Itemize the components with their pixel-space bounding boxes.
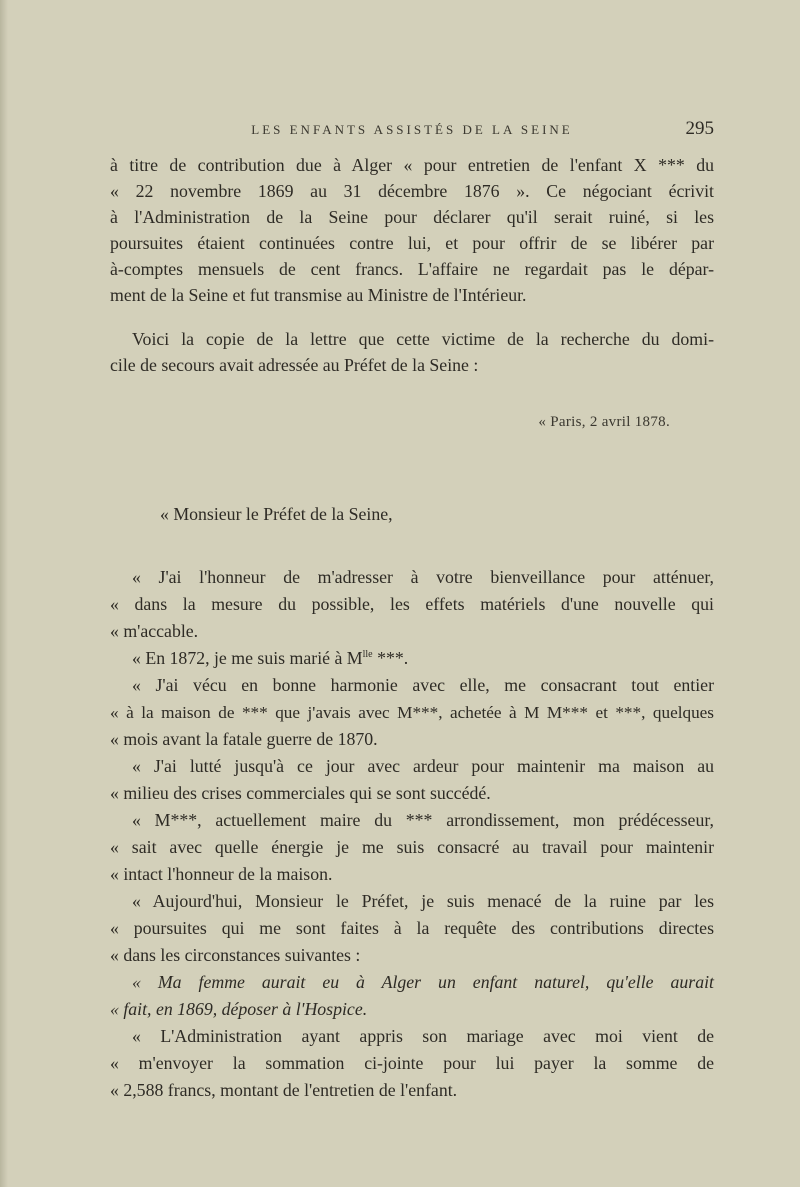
text-line: à-comptes mensuels de cent francs. L'affaire ne regardait pas le dépar-	[110, 259, 714, 279]
letter-line: « dans les circonstances suivantes :	[110, 945, 361, 965]
running-head	[110, 118, 714, 144]
letter-line: « sait avec quelle énergie je me suis consacré au travail pour maintenir	[110, 837, 714, 857]
letter-salutation: « Monsieur le Préfet de la Seine,	[160, 504, 393, 524]
italic-text: « Ma femme aurait eu à Alger un enfant naturel, qu'elle aurait	[132, 972, 714, 992]
letter-line-text: ***.	[372, 648, 409, 668]
letter-line-italic	[110, 969, 714, 996]
letter-line: « dans la mesure du possible, les effets matériels d'une nouvelle qui	[110, 594, 714, 614]
letter-dateline: « Paris, 2 avril 1878.	[538, 414, 670, 430]
text-line: « 22 novembre 1869 au 31 décembre 1876 ». Ce négociant écrivit	[110, 181, 714, 201]
letter-line: « 2,588 francs, montant de l'entretien de l'enfant.	[110, 1080, 458, 1100]
text-line: à l'Administration de la Seine pour déclarer qu'il serait ruiné, si les	[110, 207, 714, 227]
letter-body	[110, 564, 714, 1104]
letter-line: « milieu des crises commerciales qui se sont succédé.	[110, 783, 491, 803]
text-line: poursuites étaient continuées contre lui, et pour offrir de se libérer par	[110, 233, 714, 253]
letter-line: « J'ai vécu en bonne harmonie avec elle, me consacrant tout entier	[132, 675, 714, 695]
page-gutter-shadow	[0, 0, 8, 1187]
text-line: cile de secours avait adressée au Préfet de la Seine :	[110, 355, 479, 375]
page-number: 295	[685, 118, 714, 139]
text-line: à titre de contribution due à Alger « pour entretien de l'enfant X *** du	[110, 155, 714, 175]
letter-line: « poursuites qui me sont faites à la requête des contributions directes	[110, 918, 714, 938]
italic-text: « fait, en 1869, déposer à l'Hospice.	[110, 999, 368, 1019]
text-line: ment de la Seine et fut transmise au Ministre de l'Intérieur.	[110, 285, 527, 305]
letter-line: « J'ai lutté jusqu'à ce jour avec ardeur pour maintenir ma maison au	[132, 756, 714, 776]
letter-line: « Aujourd'hui, Monsieur le Préfet, je suis menacé de la ruine par les	[132, 891, 714, 911]
superscript: lle	[362, 649, 373, 660]
letter-line-marriage	[110, 645, 714, 672]
letter-line: « à la maison de *** que j'avais avec M***, achetée à M M*** et ***, quelques	[110, 703, 714, 722]
letter-line-text: « En 1872, je me suis marié à M	[132, 648, 363, 668]
letter-line: « intact l'honneur de la maison.	[110, 864, 333, 884]
text-line: Voici la copie de la lettre que cette victime de la recherche du domi-	[132, 329, 714, 349]
letter-line-italic	[110, 996, 714, 1023]
running-title: LES ENFANTS ASSISTÉS DE LA SEINE	[251, 122, 573, 137]
letter-line: « M***, actuellement maire du *** arrondissement, mon prédécesseur,	[132, 810, 714, 830]
letter-line: « J'ai l'honneur de m'adresser à votre bienveillance pour atténuer,	[132, 567, 714, 587]
letter-line: « m'accable.	[110, 621, 199, 641]
letter-line: « L'Administration ayant appris son mariage avec moi vient de	[132, 1026, 714, 1046]
letter-line: « mois avant la fatale guerre de 1870.	[110, 729, 378, 749]
letter-line: « m'envoyer la sommation ci-jointe pour lui payer la somme de	[110, 1053, 714, 1073]
